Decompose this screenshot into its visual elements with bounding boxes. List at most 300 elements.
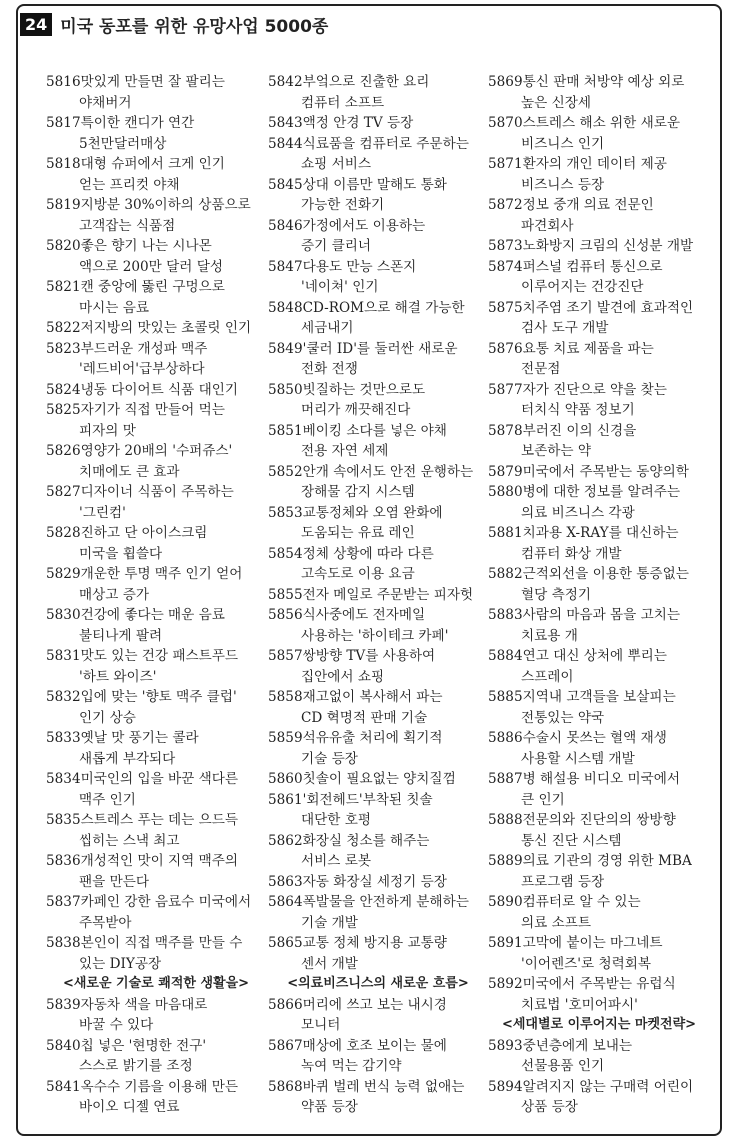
item-text: 디자이너 식품이 주목하는	[80, 484, 234, 500]
item-number: 5843	[268, 115, 303, 131]
item-text-continued: 치매에도 큰 효과	[79, 463, 180, 480]
item-text: 개성적인 맛이 지역 맥주의	[80, 853, 239, 869]
item-number: 5819	[46, 197, 81, 213]
item-text: 대형 슈퍼에서 크게 인기	[80, 156, 225, 172]
item-text-continued: 야채버거	[79, 94, 132, 111]
item-text: 지역내 고객들을 보살피는	[522, 689, 676, 705]
item-text-continued: 파견회사	[521, 217, 574, 234]
list-item	[46, 400, 266, 441]
item-text-continued: 비즈니스 인기	[521, 135, 605, 152]
item-number: 5873	[488, 238, 523, 254]
item-number: 5882	[488, 566, 523, 582]
item-number: 5885	[488, 689, 523, 705]
item-text: 칩 넣은 '현명한 전구'	[80, 1037, 207, 1054]
list-item	[488, 113, 710, 154]
list-item	[46, 646, 266, 687]
item-text: 고막에 붙이는 마그네트	[522, 935, 663, 951]
item-number: 5871	[488, 156, 523, 172]
item-text: 요통 치료 제품을 파는	[522, 340, 654, 357]
item-text-continued: 불티나게 팔려	[79, 627, 163, 644]
page-number: 24	[20, 13, 52, 36]
list-item	[268, 769, 488, 790]
item-text: 컴퓨터로 알 수 있는	[522, 894, 641, 910]
item-text-continued: '네이쳐' 인기	[301, 279, 379, 295]
list-item	[46, 851, 266, 892]
item-text-continued: 인기 상승	[79, 709, 136, 726]
list-item	[488, 1077, 710, 1118]
item-text: 본인이 직접 맥주를 만들 수	[80, 935, 243, 951]
list-item	[488, 810, 710, 851]
item-number: 5842	[268, 74, 303, 90]
list-item	[268, 339, 488, 380]
item-text-continued: 대단한 호평	[301, 812, 371, 828]
item-number: 5838	[46, 935, 81, 951]
item-text-continued: 선물용품 인기	[521, 1058, 605, 1074]
section-heading: <새로운 기술로 쾌적한 생활을>	[62, 976, 250, 991]
item-text-continued: 5천만달러매상	[79, 135, 167, 152]
item-number: 5855	[268, 586, 303, 603]
list-item	[46, 113, 266, 154]
item-text-continued: 사용하는 '하이테크 카페'	[301, 627, 449, 644]
item-number: 5835	[46, 812, 81, 828]
item-text: 가정에서도 이용하는	[302, 217, 426, 234]
item-number: 5883	[488, 607, 523, 623]
item-text-continued: 있는 DIY공장	[79, 955, 162, 972]
item-text-continued: 가능한 전화기	[301, 197, 385, 213]
item-text: 자동 화장실 세정기 등장	[302, 873, 447, 890]
item-number: 5860	[268, 771, 303, 787]
list-item	[268, 380, 488, 421]
list-item	[488, 1036, 710, 1077]
section-heading: <의료비즈니스의 새로운 흐름>	[287, 976, 469, 991]
item-number: 5890	[488, 894, 523, 910]
item-text-continued: 증기 클리너	[301, 238, 371, 254]
item-text: 환자의 개인 데이터 제공	[522, 156, 667, 172]
list-item	[268, 892, 488, 933]
item-number: 5872	[488, 197, 523, 213]
item-text-continued: 센서 개발	[301, 955, 358, 972]
item-number: 5891	[488, 935, 523, 951]
item-number: 5857	[268, 648, 303, 664]
item-text: 특이한 캔디가 연간	[80, 115, 195, 131]
item-text: 전문의와 진단의의 쌍방향	[522, 812, 676, 828]
list-item	[268, 216, 488, 257]
item-text: 빗질하는 것만으로도	[302, 381, 426, 398]
item-text: 병에 대한 정보를 알려주는	[522, 484, 681, 500]
list-item	[46, 605, 266, 646]
list-item	[46, 892, 266, 933]
list-item	[268, 544, 488, 585]
item-text-continued: 이루어지는 건강진단	[521, 279, 644, 295]
item-number: 5832	[46, 689, 81, 705]
item-text-continued: 컴퓨터 소프트	[301, 94, 385, 111]
item-text-continued: 서비스 로봇	[301, 853, 371, 869]
item-text: 퍼스널 컴퓨터 통신으로	[522, 258, 663, 275]
item-number: 5834	[46, 771, 81, 787]
column-1	[46, 72, 266, 1118]
item-number: 5852	[268, 463, 303, 480]
item-number: 5824	[46, 381, 81, 398]
item-text: 냉동 다이어트 식품 대인기	[80, 381, 239, 398]
list-item	[268, 933, 488, 974]
list-item	[488, 339, 710, 380]
item-number: 5865	[268, 935, 303, 951]
item-text: 의료 기관의 경영 위한 MBA	[522, 853, 692, 869]
list-item	[46, 564, 266, 605]
list-item	[488, 769, 710, 810]
item-text: 자가 진단으로 약을 찾는	[522, 381, 667, 398]
page-header	[20, 12, 328, 37]
item-number: 5856	[268, 607, 303, 623]
item-text: 치과용 X-RAY를 대신하는	[522, 525, 679, 541]
item-text-continued: 의료 소프트	[521, 914, 591, 931]
item-text-continued: 통신 진단 시스템	[521, 832, 622, 849]
item-text-continued: 맥주 인기	[79, 791, 136, 808]
item-number: 5848	[268, 299, 303, 316]
list-item	[46, 810, 266, 851]
list-item	[488, 380, 710, 421]
list-item	[268, 646, 488, 687]
item-text-continued: 컴퓨터 화상 개발	[521, 545, 622, 562]
item-number: 5837	[46, 894, 81, 910]
item-number: 5849	[268, 340, 303, 357]
item-number: 5853	[268, 504, 303, 521]
item-text: 부드러운 개성파 맥주	[80, 340, 208, 357]
item-number: 5876	[488, 340, 523, 357]
item-text: 통신 판매 처방약 예상 외로	[522, 74, 685, 90]
list-item	[268, 421, 488, 462]
list-item	[268, 605, 488, 646]
list-item	[488, 298, 710, 339]
list-item	[268, 995, 488, 1036]
item-text-continued: 높은 신장세	[521, 94, 591, 111]
list-item	[268, 257, 488, 298]
item-text: 맛도 있는 건강 패스트푸드	[80, 648, 239, 664]
item-number: 5821	[46, 279, 81, 295]
item-text: 병 해설용 비디오 미국에서	[522, 771, 681, 787]
column-2	[268, 72, 488, 1118]
item-number: 5879	[488, 463, 523, 480]
item-number: 5894	[488, 1078, 523, 1095]
item-text-continued: 큰 인기	[521, 791, 565, 808]
list-item	[488, 974, 710, 1015]
item-text: 부러진 이의 신경을	[522, 422, 637, 439]
item-text: 중년층에게 보내는	[522, 1037, 632, 1054]
item-number: 5858	[268, 689, 303, 705]
list-item	[488, 72, 710, 113]
item-text: 자동차 색을 마음대로	[80, 996, 208, 1013]
item-number: 5845	[268, 176, 303, 193]
item-text-continued: 장해물 감지 시스템	[301, 484, 415, 500]
item-number: 5875	[488, 299, 523, 316]
item-number: 5874	[488, 258, 523, 275]
item-text: 상대 이름만 말해도 통화	[302, 176, 447, 193]
item-text-continued: 보존하는 약	[521, 443, 591, 459]
section-heading: <세대별로 이루어지는 마켓전략>	[501, 1017, 697, 1032]
item-number: 5864	[268, 894, 303, 910]
list-item	[268, 872, 488, 893]
list-item	[268, 298, 488, 339]
item-number: 5861	[268, 791, 303, 808]
list-item	[46, 277, 266, 318]
item-number: 5893	[488, 1037, 523, 1054]
item-text: 정체 상황에 따라 다른	[302, 545, 434, 562]
item-text-continued: 액으로 200만 달러 달성	[79, 258, 223, 275]
list-item	[268, 503, 488, 544]
item-number: 5862	[268, 832, 303, 849]
item-text: 칫솔이 필요없는 양치질껌	[302, 771, 456, 787]
item-text: 치주염 조기 발견에 효과적인	[522, 299, 694, 316]
list-item	[488, 892, 710, 933]
item-number: 5884	[488, 648, 523, 664]
item-text-continued: 피자의 맛	[79, 422, 136, 439]
list-item	[46, 523, 266, 564]
item-text: 폭발물을 안전하게 분해하는	[302, 894, 469, 910]
item-text-continued: 비즈니스 등장	[521, 176, 605, 193]
item-number: 5833	[46, 730, 81, 746]
item-text-continued: 바꿀 수 있다	[79, 1017, 154, 1033]
list-item	[46, 318, 266, 339]
item-number: 5854	[268, 545, 303, 562]
item-text: 석유유출 처리에 획기적	[302, 730, 443, 746]
item-text-continued: 전문점	[521, 361, 561, 377]
item-text-continued: 기술 개발	[301, 914, 358, 931]
item-text: 재고없이 복사해서 파는	[302, 689, 443, 705]
item-number: 5866	[268, 996, 303, 1013]
item-text-continued: 의료 비즈니스 각광	[521, 504, 635, 521]
item-text: 근적외선을 이용한 통증없는	[522, 566, 689, 582]
item-text: 진하고 단 아이스크림	[80, 525, 208, 541]
item-text-continued: 도움되는 유료 레인	[301, 525, 415, 541]
item-text-continued: 바이오 디젤 연료	[79, 1099, 180, 1115]
list-item	[488, 462, 710, 483]
item-text-continued: 치료법 '호미어파시'	[521, 996, 638, 1013]
list-item	[268, 687, 488, 728]
item-number: 5841	[46, 1078, 81, 1095]
list-item	[488, 195, 710, 236]
item-text-continued: '레드비어'급부상하다	[79, 361, 205, 377]
list-item	[46, 769, 266, 810]
item-number: 5820	[46, 238, 81, 254]
list-item	[46, 380, 266, 401]
item-text-continued: 전화 전쟁	[301, 361, 358, 377]
list-item	[268, 72, 488, 113]
item-text-continued: '그린컴'	[79, 504, 126, 521]
item-text-continued: 쇼핑 서비스	[301, 156, 371, 172]
item-text-continued: 터치식 약품 정보기	[521, 402, 635, 418]
item-number: 5825	[46, 402, 81, 418]
item-number: 5836	[46, 853, 81, 869]
item-text-continued: 고객잡는 식품점	[79, 217, 176, 234]
item-number: 5829	[46, 566, 81, 582]
item-text: 영양가 20배의 '수퍼쥬스'	[80, 443, 233, 459]
item-text-continued: 사용할 시스템 개발	[521, 750, 635, 767]
item-number: 5816	[46, 74, 81, 90]
item-text: 쌍방향 TV를 사용하여	[302, 648, 436, 664]
item-number: 5863	[268, 873, 303, 890]
item-text-continued: 주목받아	[79, 914, 132, 931]
item-number: 5887	[488, 771, 523, 787]
item-text: 안개 속에서도 안전 운행하는	[302, 463, 474, 480]
item-text: 교통 정체 방지용 교통량	[302, 935, 447, 951]
list-item	[268, 831, 488, 872]
item-text-continued: 미국을 휩쓸다	[79, 545, 163, 562]
item-number: 5831	[46, 648, 81, 664]
item-text: 수술시 못쓰는 혈액 재생	[522, 730, 667, 746]
item-text: 미국에서 주목받는 동양의학	[522, 463, 689, 480]
list-item	[488, 482, 710, 523]
item-text-continued: 머리가 깨끗해진다	[301, 402, 411, 418]
item-text: 사람의 마음과 몸을 고치는	[522, 607, 681, 623]
list-item	[46, 1077, 266, 1118]
item-text: 저지방의 맛있는 초콜릿 인기	[80, 320, 252, 336]
item-text-continued: '하트 와이즈'	[79, 668, 157, 685]
item-text-continued: 세금내기	[301, 320, 354, 336]
item-text: 지방분 30%이하의 상품으로	[80, 197, 251, 213]
item-text: '회전헤드'부착된 칫솔	[302, 791, 433, 808]
item-number: 5867	[268, 1037, 303, 1054]
item-number: 5851	[268, 422, 303, 439]
item-text: 교통정체와 오염 완화에	[302, 504, 443, 521]
item-text-continued: 혈당 측정기	[521, 586, 591, 603]
item-text: 바퀴 벌레 번식 능력 없애는	[302, 1078, 465, 1095]
item-number: 5826	[46, 443, 81, 459]
item-text-continued: 집안에서 쇼핑	[301, 668, 385, 685]
list-item	[46, 728, 266, 769]
item-number: 5881	[488, 525, 523, 541]
list-item	[488, 646, 710, 687]
item-text: 다용도 만능 스폰지	[302, 258, 417, 275]
item-text: 전자 메일로 주문받는 피자헛	[302, 586, 474, 603]
item-text-continued: 팬을 만든다	[79, 873, 149, 890]
item-text-continued: 씹히는 스낵 최고	[79, 832, 180, 849]
item-text-continued: 기술 등장	[301, 750, 358, 767]
item-text: 식사중에도 전자메일	[302, 607, 426, 623]
item-text-continued: 모니터	[301, 1017, 341, 1033]
item-number: 5889	[488, 853, 523, 869]
list-item	[46, 482, 266, 523]
item-number: 5892	[488, 976, 523, 992]
list-item	[46, 995, 266, 1036]
list-item	[488, 236, 710, 257]
column-3	[488, 72, 710, 1118]
list-item	[46, 1036, 266, 1077]
item-text: 옥수수 기름을 이용해 만든	[80, 1078, 239, 1095]
item-text: 액정 안경 TV 등장	[302, 115, 414, 131]
item-number: 5830	[46, 607, 81, 623]
list-item	[46, 441, 266, 482]
item-number: 5870	[488, 115, 523, 131]
item-text-continued: 프로그램 등장	[521, 873, 605, 890]
list-item	[488, 933, 710, 974]
page-title: 미국 동포를 위한 유망사업 5000종	[60, 17, 329, 37]
list-item	[488, 421, 710, 462]
item-text-continued: 고속도로 이용 요금	[301, 566, 415, 582]
item-text-continued: 녹여 먹는 감기약	[301, 1058, 402, 1074]
list-item	[46, 933, 266, 974]
item-number: 5886	[488, 730, 523, 746]
item-text: 정보 중개 의료 전문인	[522, 197, 654, 213]
list-item	[268, 134, 488, 175]
item-text-continued: 검사 도구 개발	[521, 320, 609, 336]
item-text: CD-ROM으로 해결 가능한	[302, 299, 465, 316]
list-item	[46, 339, 266, 380]
item-text: 머리에 쓰고 보는 내시경	[302, 996, 447, 1013]
item-text-continued: 치료용 개	[521, 627, 578, 644]
item-number: 5880	[488, 484, 523, 500]
item-text: 화장실 청소를 해주는	[302, 832, 430, 849]
item-number: 5869	[488, 74, 523, 90]
item-text: 미국인의 입을 바꾼 색다른	[80, 771, 239, 787]
item-text: 스트레스 해소 위한 새로운	[522, 115, 681, 131]
list-item	[268, 790, 488, 831]
list-item	[488, 605, 710, 646]
list-item	[488, 523, 710, 564]
list-item	[268, 1077, 488, 1118]
item-text: 베이킹 소다를 넣은 야채	[302, 422, 447, 439]
item-text: 연고 대신 상처에 뿌리는	[522, 648, 667, 664]
list-item	[46, 195, 266, 236]
item-number: 5840	[46, 1037, 81, 1054]
item-text: 매상에 호조 보이는 물에	[302, 1037, 447, 1054]
item-text-continued: 얻는 프리컷 야채	[79, 176, 180, 193]
list-item	[488, 687, 710, 728]
list-item	[268, 585, 488, 606]
list-item	[46, 236, 266, 277]
item-text: 카페인 강한 음료수 미국에서	[80, 894, 252, 910]
item-text: 스트레스 푸는 데는 으드득	[80, 812, 239, 828]
list-item	[488, 728, 710, 769]
item-text-continued: 전용 자연 세제	[301, 443, 389, 459]
item-number: 5847	[268, 258, 303, 275]
item-text-continued: '이어렌즈'로 청력회복	[521, 955, 651, 972]
item-text: 노화방지 크림의 신성분 개발	[522, 238, 694, 254]
item-number: 5844	[268, 135, 303, 152]
item-text-continued: 약품 등장	[301, 1099, 358, 1115]
item-text: 개운한 투명 맥주 인기 얻어	[80, 566, 243, 582]
item-text-continued: 매상고 증가	[79, 586, 149, 603]
list-item	[488, 564, 710, 605]
item-number: 5877	[488, 381, 523, 398]
item-number: 5878	[488, 422, 523, 439]
item-text-continued: 스프레이	[521, 668, 574, 685]
item-text-continued: 상품 등장	[521, 1099, 578, 1115]
item-number: 5888	[488, 812, 523, 828]
item-text-continued: 마시는 음료	[79, 299, 149, 316]
list-item	[46, 72, 266, 113]
item-number: 5822	[46, 320, 81, 336]
item-text: 건강에 좋다는 매운 음료	[80, 607, 225, 623]
item-text: 알려지지 않는 구매력 어린이	[522, 1078, 694, 1095]
list-item	[268, 728, 488, 769]
item-number: 5850	[268, 381, 303, 398]
item-number: 5823	[46, 340, 81, 357]
item-text: 식료품을 컴퓨터로 주문하는	[302, 135, 469, 152]
item-text: 맛있게 만들면 잘 팔리는	[80, 74, 225, 90]
item-number: 5818	[46, 156, 81, 172]
item-number: 5859	[268, 730, 303, 746]
list-item	[46, 687, 266, 728]
item-text: 미국에서 주목받는 유럽식	[522, 976, 676, 992]
item-number: 5839	[46, 996, 81, 1013]
item-text: '쿨러 ID'를 둘러싼 새로운	[302, 340, 458, 357]
list-item	[268, 113, 488, 134]
item-text: 캔 중앙에 뚫린 구멍으로	[80, 279, 225, 295]
list-item	[46, 154, 266, 195]
item-text-continued: 전통있는 약국	[521, 709, 605, 726]
item-text: 부엌으로 진출한 요리	[302, 74, 430, 90]
item-number: 5868	[268, 1078, 303, 1095]
